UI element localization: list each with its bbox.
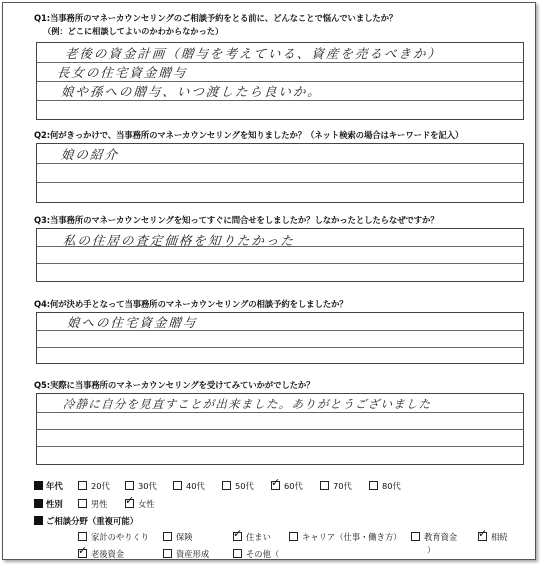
age-option-50[interactable]: 50代 [222,480,254,492]
questionnaire-sheet [2,2,536,560]
gender-row-label [34,498,63,510]
checkbox-icon[interactable] [163,549,172,558]
checkbox-icon[interactable] [320,481,329,490]
topic-option-asset[interactable]: 資産形成 [163,548,209,560]
checkbox-icon[interactable] [411,532,420,541]
section-marker-icon [34,516,43,525]
q3-answer-box[interactable] [36,228,524,282]
q3-label: Q3:当事務所のマネーカウンセリングを知ってすぐに問合せをしましたか？しなかったとしたらなぜですか？ [34,215,439,225]
q1-answer-box[interactable] [36,42,524,120]
q1-example: （例：どこに相談してよいのかわからなかった） [43,26,224,36]
age-row-label [34,480,63,492]
q4-label: Q4:何が決め手となって当事務所のマネーカウンセリングの相談予約をしましたか？ [34,299,348,309]
topics-row-label [34,515,138,527]
topic-option-inheritance[interactable]: ✓ 相続 [478,527,508,542]
checkbox-icon[interactable] [222,481,231,490]
topic-other-close-paren: ） [427,545,436,555]
checkbox-icon[interactable] [289,532,298,541]
q4-answer-line-1: 娘への住宅資金贈与 [66,315,199,330]
q1-label: Q1:当事務所のマネーカウンセリングのご相談予約をとる前に、どんなことで悩んでいましたか？ [34,13,398,23]
q2-answer-box[interactable] [36,143,524,203]
gender-option-male[interactable]: 男性 [78,498,108,510]
gender-option-female[interactable]: ✓ 女性 [125,494,155,509]
checkbox-checked-icon[interactable]: ✓ [78,544,88,557]
checkbox-icon[interactable] [78,499,87,508]
topic-option-retirement[interactable]: ✓ 老後資金 [78,544,125,559]
q2-answer-line-1: 娘の紹介 [60,147,120,162]
topic-option-education[interactable]: 教育資金 [411,531,457,543]
section-marker-icon [34,481,43,490]
checkbox-icon[interactable] [233,549,242,558]
topic-option-insurance[interactable]: 保険 [163,531,193,543]
checkbox-icon[interactable] [369,481,378,490]
age-option-30[interactable]: 30代 [125,480,157,492]
topic-option-other[interactable]: その他（ [233,548,279,560]
age-option-40[interactable]: 40代 [173,480,205,492]
age-option-80[interactable]: 80代 [369,480,401,492]
checkbox-icon[interactable] [78,532,87,541]
topic-option-career[interactable]: キャリア（仕事・働き方） [289,531,402,543]
q1-answer-line-1: 老後の資金計画（贈与を考えている、資産を売るべきか） [64,46,443,61]
age-option-60[interactable]: ✓ 60代 [271,476,303,491]
age-option-70[interactable]: 70代 [320,480,352,492]
age-option-20[interactable]: 20代 [78,480,110,492]
q3-answer-line-1: 私の住居の査定価格を知りたかった [62,233,296,248]
q5-answer-box[interactable] [36,393,524,465]
checkbox-checked-icon[interactable]: ✓ [271,476,281,489]
checkbox-checked-icon[interactable]: ✓ [125,494,135,507]
q1-answer-line-3: 娘や孫への贈与、いつ渡したら良いか。 [60,84,323,99]
q4-answer-box[interactable] [36,312,524,364]
topic-option-housing[interactable]: ✓ 住まい [233,527,271,542]
checkbox-icon[interactable] [163,532,172,541]
checkbox-checked-icon[interactable]: ✓ [233,527,243,540]
q1-answer-line-2: 長女の住宅資金贈与 [56,65,189,80]
section-marker-icon [34,499,43,508]
checkbox-checked-icon[interactable]: ✓ [478,527,488,540]
topic-option-household[interactable]: 家計のやりくり [78,531,149,543]
checkbox-icon[interactable] [78,481,87,490]
gender-label: 性別 [46,499,63,509]
checkbox-icon[interactable] [125,481,134,490]
checkbox-icon[interactable] [173,481,182,490]
q2-label: Q2:何がきっかけで、当事務所のマネーカウンセリングを知りましたか？（ネット検索の場合はキーワードを記入） [34,130,464,140]
topics-label: ご相談分野（重複可能） [46,516,139,526]
age-label: 年代 [46,481,63,491]
q5-answer-line-1: 冷静に自分を見直すことが出来ました。ありがとうございました [62,397,432,411]
q5-label: Q5:実際に当事務所のマネーカウンセリングを受けてみていかがでしたか？ [34,380,315,390]
